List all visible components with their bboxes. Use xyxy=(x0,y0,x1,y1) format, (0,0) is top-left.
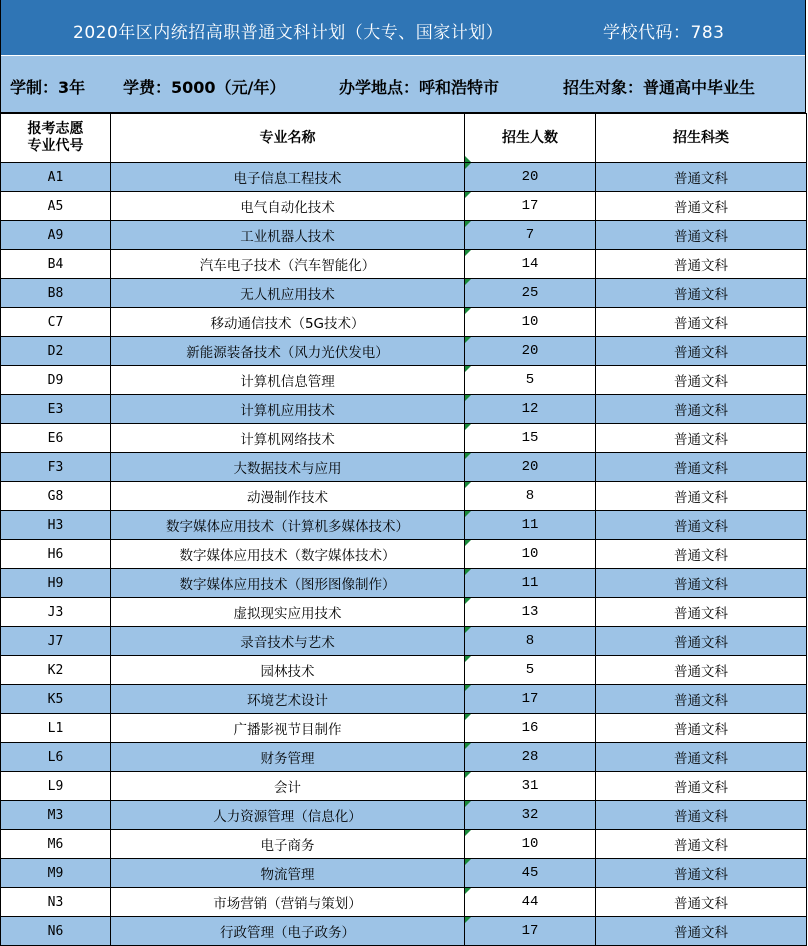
category-cell: 普通文科 xyxy=(596,569,807,598)
major-name-cell: 计算机网络技术 xyxy=(111,424,465,453)
major-code-cell: L1 xyxy=(1,714,111,743)
category-cell: 普通文科 xyxy=(596,714,807,743)
category-cell: 普通文科 xyxy=(596,598,807,627)
major-code-cell: H6 xyxy=(1,540,111,569)
enrollment-count-cell: 8 xyxy=(465,482,596,511)
duration-info: 学制：3年 xyxy=(10,78,86,97)
major-code-cell: M3 xyxy=(1,801,111,830)
enrollment-count-cell: 5 xyxy=(465,366,596,395)
major-name-cell: 录音技术与艺术 xyxy=(111,627,465,656)
major-name-cell: 电子商务 xyxy=(111,830,465,859)
category-column-header: 招生科类 xyxy=(596,114,807,163)
category-cell: 普通文科 xyxy=(596,656,807,685)
category-cell: 普通文科 xyxy=(596,192,807,221)
major-code-cell: M9 xyxy=(1,859,111,888)
enrollment-count-cell: 25 xyxy=(465,279,596,308)
enrollment-count-cell: 10 xyxy=(465,830,596,859)
table-row xyxy=(1,656,807,685)
major-name-cell: 无人机应用技术 xyxy=(111,279,465,308)
tuition-info: 学费：5000（元/年） xyxy=(123,78,286,97)
majors-table xyxy=(0,113,807,946)
major-name-cell: 工业机器人技术 xyxy=(111,221,465,250)
major-code-cell: G8 xyxy=(1,482,111,511)
enrollment-count-cell: 10 xyxy=(465,540,596,569)
table-row xyxy=(1,279,807,308)
major-name-cell: 广播影视节目制作 xyxy=(111,714,465,743)
major-code-cell: A1 xyxy=(1,163,111,192)
table-row xyxy=(1,453,807,482)
enrollment-count-cell: 20 xyxy=(465,453,596,482)
major-code-cell: B8 xyxy=(1,279,111,308)
code-header-line2: 专业代号 xyxy=(27,138,84,154)
major-name-cell: 电子信息工程技术 xyxy=(111,163,465,192)
table-row xyxy=(1,859,807,888)
major-name-cell: 数字媒体应用技术（数字媒体技术） xyxy=(111,540,465,569)
category-cell: 普通文科 xyxy=(596,859,807,888)
table-row xyxy=(1,221,807,250)
major-code-cell: H3 xyxy=(1,511,111,540)
enrollment-count-cell: 10 xyxy=(465,308,596,337)
table-row xyxy=(1,917,807,946)
table-row xyxy=(1,337,807,366)
table-row xyxy=(1,685,807,714)
category-cell: 普通文科 xyxy=(596,743,807,772)
count-column-header: 招生人数 xyxy=(465,114,596,163)
category-cell: 普通文科 xyxy=(596,279,807,308)
enrollment-count-cell: 20 xyxy=(465,163,596,192)
major-code-cell: H9 xyxy=(1,569,111,598)
major-name-cell: 虚拟现实应用技术 xyxy=(111,598,465,627)
major-name-cell: 移动通信技术（5G技术） xyxy=(111,308,465,337)
category-cell: 普通文科 xyxy=(596,801,807,830)
major-code-cell: F3 xyxy=(1,453,111,482)
major-name-cell: 行政管理（电子政务） xyxy=(111,917,465,946)
category-cell: 普通文科 xyxy=(596,830,807,859)
category-cell: 普通文科 xyxy=(596,511,807,540)
enrollment-count-cell: 12 xyxy=(465,395,596,424)
table-row xyxy=(1,569,807,598)
info-bar xyxy=(1,56,805,113)
major-name-cell: 园林技术 xyxy=(111,656,465,685)
enrollment-count-cell: 17 xyxy=(465,685,596,714)
table-row xyxy=(1,366,807,395)
category-cell: 普通文科 xyxy=(596,308,807,337)
table-row xyxy=(1,540,807,569)
major-name-cell: 财务管理 xyxy=(111,743,465,772)
category-cell: 普通文科 xyxy=(596,888,807,917)
major-name-cell: 环境艺术设计 xyxy=(111,685,465,714)
enrollment-count-cell: 15 xyxy=(465,424,596,453)
major-code-cell: E3 xyxy=(1,395,111,424)
major-name-cell: 电气自动化技术 xyxy=(111,192,465,221)
school-code: 学校代码：783 xyxy=(603,23,725,43)
major-code-cell: J7 xyxy=(1,627,111,656)
plan-title: 2020年区内统招高职普通文科计划（大专、国家计划） xyxy=(73,23,504,43)
enrollment-count-cell: 7 xyxy=(465,221,596,250)
enrollment-count-cell: 44 xyxy=(465,888,596,917)
table-row xyxy=(1,308,807,337)
category-cell: 普通文科 xyxy=(596,917,807,946)
table-header-row xyxy=(1,114,807,163)
table-row xyxy=(1,598,807,627)
enrollment-count-cell: 13 xyxy=(465,598,596,627)
table-row xyxy=(1,250,807,279)
major-name-cell: 计算机信息管理 xyxy=(111,366,465,395)
title-bar xyxy=(1,0,805,56)
major-code-cell: K2 xyxy=(1,656,111,685)
code-column-header xyxy=(1,114,111,163)
major-code-cell: A5 xyxy=(1,192,111,221)
category-cell: 普通文科 xyxy=(596,395,807,424)
enrollment-count-cell: 8 xyxy=(465,627,596,656)
table-row xyxy=(1,163,807,192)
enrollment-count-cell: 11 xyxy=(465,511,596,540)
enrollment-count-cell: 20 xyxy=(465,337,596,366)
major-code-cell: M6 xyxy=(1,830,111,859)
table-row xyxy=(1,511,807,540)
table-row xyxy=(1,801,807,830)
enrollment-count-cell: 17 xyxy=(465,192,596,221)
enrollment-count-cell: 16 xyxy=(465,714,596,743)
major-code-cell: J3 xyxy=(1,598,111,627)
category-cell: 普通文科 xyxy=(596,337,807,366)
table-row xyxy=(1,830,807,859)
major-name-cell: 动漫制作技术 xyxy=(111,482,465,511)
table-body xyxy=(1,163,807,946)
major-name-cell: 物流管理 xyxy=(111,859,465,888)
major-code-cell: L6 xyxy=(1,743,111,772)
major-code-cell: N6 xyxy=(1,917,111,946)
category-cell: 普通文科 xyxy=(596,482,807,511)
table-row xyxy=(1,888,807,917)
category-cell: 普通文科 xyxy=(596,424,807,453)
enrollment-count-cell: 17 xyxy=(465,917,596,946)
major-code-cell: D9 xyxy=(1,366,111,395)
major-name-cell: 市场营销（营销与策划） xyxy=(111,888,465,917)
table-row xyxy=(1,743,807,772)
table-row xyxy=(1,772,807,801)
category-cell: 普通文科 xyxy=(596,163,807,192)
category-cell: 普通文科 xyxy=(596,540,807,569)
location-info: 办学地点：呼和浩特市 xyxy=(339,78,500,97)
major-code-cell: D2 xyxy=(1,337,111,366)
major-name-cell: 数字媒体应用技术（计算机多媒体技术） xyxy=(111,511,465,540)
table-row xyxy=(1,192,807,221)
major-code-cell: N3 xyxy=(1,888,111,917)
enrollment-count-cell: 31 xyxy=(465,772,596,801)
category-cell: 普通文科 xyxy=(596,221,807,250)
major-code-cell: A9 xyxy=(1,221,111,250)
table-row xyxy=(1,714,807,743)
table-row xyxy=(1,627,807,656)
category-cell: 普通文科 xyxy=(596,366,807,395)
enrollment-count-cell: 45 xyxy=(465,859,596,888)
target-info: 招生对象：普通高中毕业生 xyxy=(563,78,756,97)
major-name-cell: 计算机应用技术 xyxy=(111,395,465,424)
major-code-cell: C7 xyxy=(1,308,111,337)
enrollment-count-cell: 14 xyxy=(465,250,596,279)
category-cell: 普通文科 xyxy=(596,627,807,656)
major-name-cell: 汽车电子技术（汽车智能化） xyxy=(111,250,465,279)
category-cell: 普通文科 xyxy=(596,685,807,714)
major-code-cell: K5 xyxy=(1,685,111,714)
category-cell: 普通文科 xyxy=(596,772,807,801)
table-row xyxy=(1,482,807,511)
major-code-cell: L9 xyxy=(1,772,111,801)
enrollment-count-cell: 11 xyxy=(465,569,596,598)
major-code-cell: B4 xyxy=(1,250,111,279)
table-row xyxy=(1,395,807,424)
code-header-line1: 报考志愿 xyxy=(27,121,84,137)
major-name-cell: 新能源装备技术（风力光伏发电） xyxy=(111,337,465,366)
category-cell: 普通文科 xyxy=(596,250,807,279)
table-row xyxy=(1,424,807,453)
major-name-cell: 数字媒体应用技术（图形图像制作） xyxy=(111,569,465,598)
enrollment-count-cell: 32 xyxy=(465,801,596,830)
major-name-cell: 会计 xyxy=(111,772,465,801)
major-name-cell: 大数据技术与应用 xyxy=(111,453,465,482)
enrollment-count-cell: 28 xyxy=(465,743,596,772)
enrollment-count-cell: 5 xyxy=(465,656,596,685)
category-cell: 普通文科 xyxy=(596,453,807,482)
major-name-cell: 人力资源管理（信息化） xyxy=(111,801,465,830)
major-code-cell: E6 xyxy=(1,424,111,453)
major-column-header: 专业名称 xyxy=(111,114,465,163)
